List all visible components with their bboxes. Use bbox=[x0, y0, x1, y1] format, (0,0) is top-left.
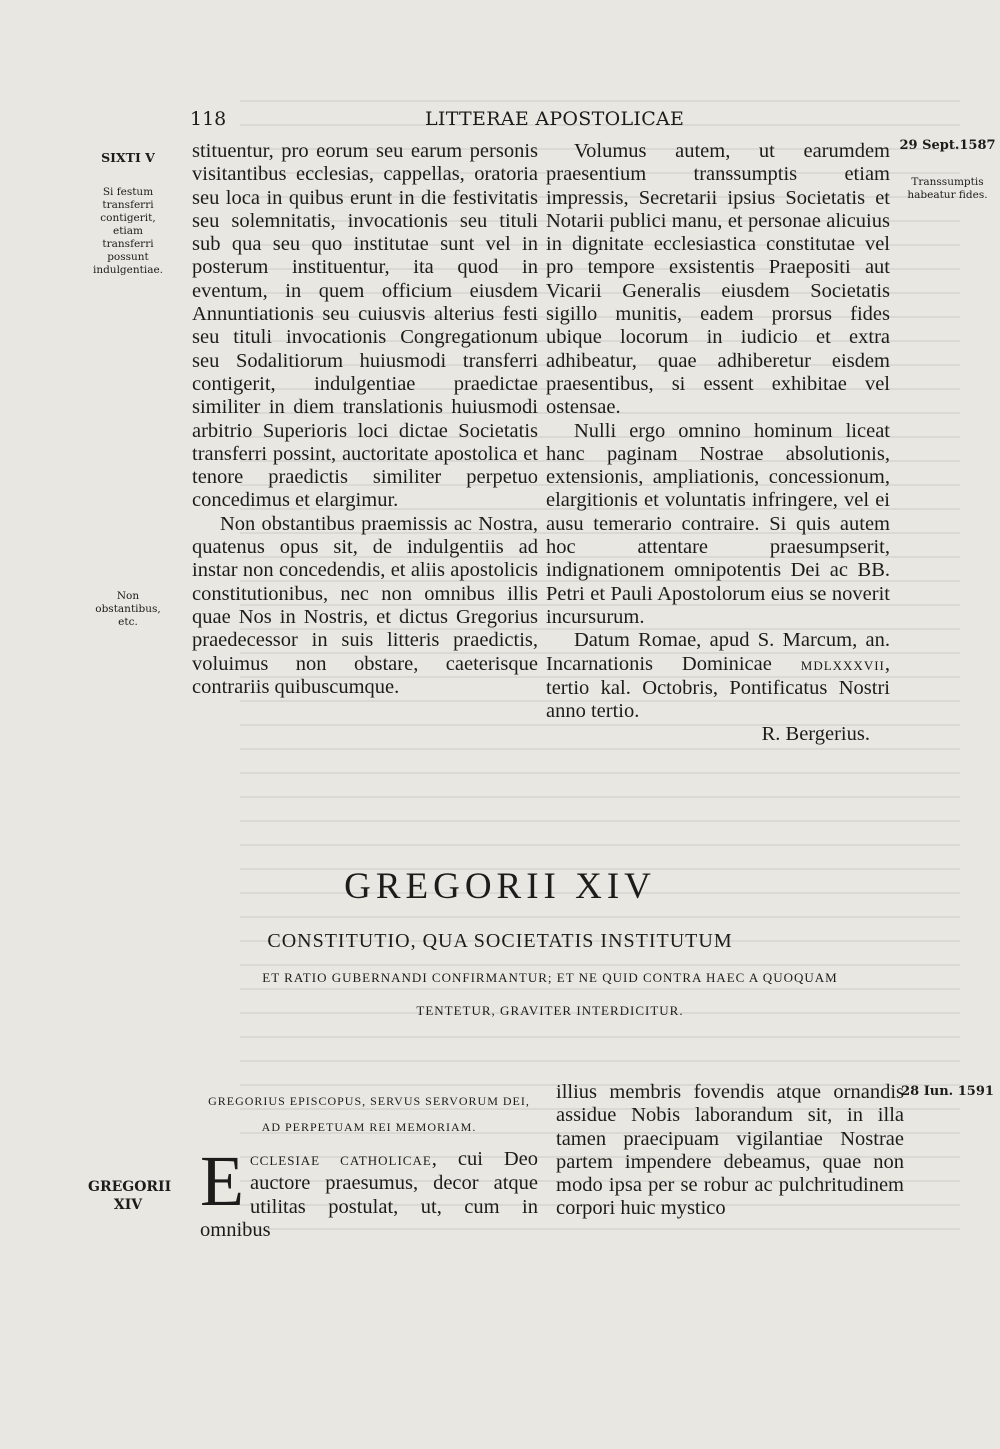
paragraph-dating bbox=[546, 629, 890, 723]
opening-text: , cui Deo auctore praesumus, decor atque utilitas postulat, ut, cum in omnibus bbox=[200, 1148, 538, 1241]
page-number: 118 bbox=[190, 108, 227, 130]
paragraph: Nulli ergo omnino hominum liceat hanc paginam Nostrae absolutionis, extensionis, ampliationis, concessionum, elargitionis et voluntatis infringere, vel ei ausu temerario contraire. Si quis autem hoc attentare praesumpserit, indignationem omnipotentis Dei ac BB. Petri et Pauli Apostolorum eius se noverit incursurum. bbox=[546, 419, 890, 628]
section-subtitle-line-2: ET RATIO GUBERNANDI CONFIRMANTUR; ET NE QUID CONTRA HAEC A QUOQUAM bbox=[262, 970, 838, 985]
paragraph: illius membris fovendis atque ornandis assidue Nobis laborandum sit, in illa tamen praecipuam vigilantiae Nostrae partem impendere debeamus, quae non modo ipsa per se robur ac pulchritudinem corpori huic mystico bbox=[556, 1081, 904, 1220]
margin-date-1: 29 Sept.1587 bbox=[899, 138, 996, 153]
section-title: GREGORII XIV bbox=[344, 866, 656, 907]
signature: R. Bergerius. bbox=[761, 723, 870, 746]
dating-text: Datum Romae, apud S. Marcum, an. Incarnationis Dominicae bbox=[546, 629, 890, 675]
margin-pope-sixtus: SIXTI V bbox=[101, 150, 155, 165]
paragraph: stituentur, pro eorum seu earum personis visitantibus ecclesias, cappellas, oratoria seu loca in quibus erunt in die festivitatis seu solemnitatis, invocationis seu tituli sub qua seu quo institutae sunt vel in posterum instituentur, ita quod in eventum, in quem officium eiusdem Annuntiationis seu cuiusvis alterius festi seu tituli invocationis Congregationum seu Sodalitiorum huiusmodi transferri contigerit, indulgentiae praedictae similiter in diem translationis huiusmodi arbitrio Superioris loci dictae Societatis transferri possint, auctoritate apostolica et tenore praedictis similiter perpetuo concedimus et elargimur. bbox=[192, 140, 538, 512]
margin-note-non-obstantibus: Non obstantibus, etc. bbox=[95, 590, 161, 628]
margin-note-translation: Si festum transferri contigerit, etiam transferri possunt indulgentiae. bbox=[92, 186, 164, 276]
section-subtitle: CONSTITUTIO, QUA SOCIETATIS INSTITUTUM bbox=[267, 930, 733, 952]
paragraph: Non obstantibus praemissis ac Nostra, quatenus opus sit, de indulgentiis ad instar non concedendis, et aliis apostolicis constitutionibus, nec non omnibus illis quae Nos in Nostris, et dictus Gregorius praedecessor in suis litteris praedictis, voluimus non obstare, caeterisque contrariis quibuscumque. bbox=[192, 512, 538, 698]
paragraph: Volumus autem, ut earumdem praesentium transsumptis etiam impressis, Secretarii ipsius Societatis et Notarii publici manu, et personae alicuius in dignitate ecclesiastica constitutae vel pro tempore exsistentis Praepositi aut Vicarii Generalis eiusdem Societatis sigillo munitis, eadem prorsus fides ubique locorum in iudicio et extra adhibeatur, quae adhiberetur eisdem praesentibus, si essent exhibitae vel ostensae. bbox=[546, 140, 890, 419]
running-title: LITTERAE APOSTOLICAE bbox=[425, 108, 685, 130]
margin-note-transsumptis: Transsumptis habeatur fides. bbox=[907, 176, 988, 201]
drop-cap: E bbox=[200, 1141, 244, 1221]
lead-caps: CCLESIAE CATHOLICAE bbox=[249, 1153, 432, 1168]
section-subtitle-line-3: TENTETUR, GRAVITER INTERDICITUR. bbox=[416, 1003, 684, 1018]
text-column-1 bbox=[192, 140, 538, 699]
text-column-2 bbox=[546, 140, 890, 747]
dating-year: MDLXXXVII bbox=[800, 657, 885, 673]
dating-text-end: , tertio kal. Octobris, Pontificatus Nostri anno tertio. bbox=[546, 652, 890, 723]
opening-paragraph bbox=[200, 1141, 538, 1242]
margin-pope-gregory: GREGORII XIV bbox=[88, 1179, 172, 1213]
papal-address: GREGORIUS EPISCOPUS, SERVUS SERVORUM DEI, AD PERPETUAM REI MEMORIAM. bbox=[208, 1094, 530, 1134]
margin-date-2: 28 Iun. 1591 bbox=[901, 1084, 994, 1099]
text-column-4 bbox=[556, 1081, 904, 1221]
text-column-3 bbox=[200, 1088, 538, 1242]
